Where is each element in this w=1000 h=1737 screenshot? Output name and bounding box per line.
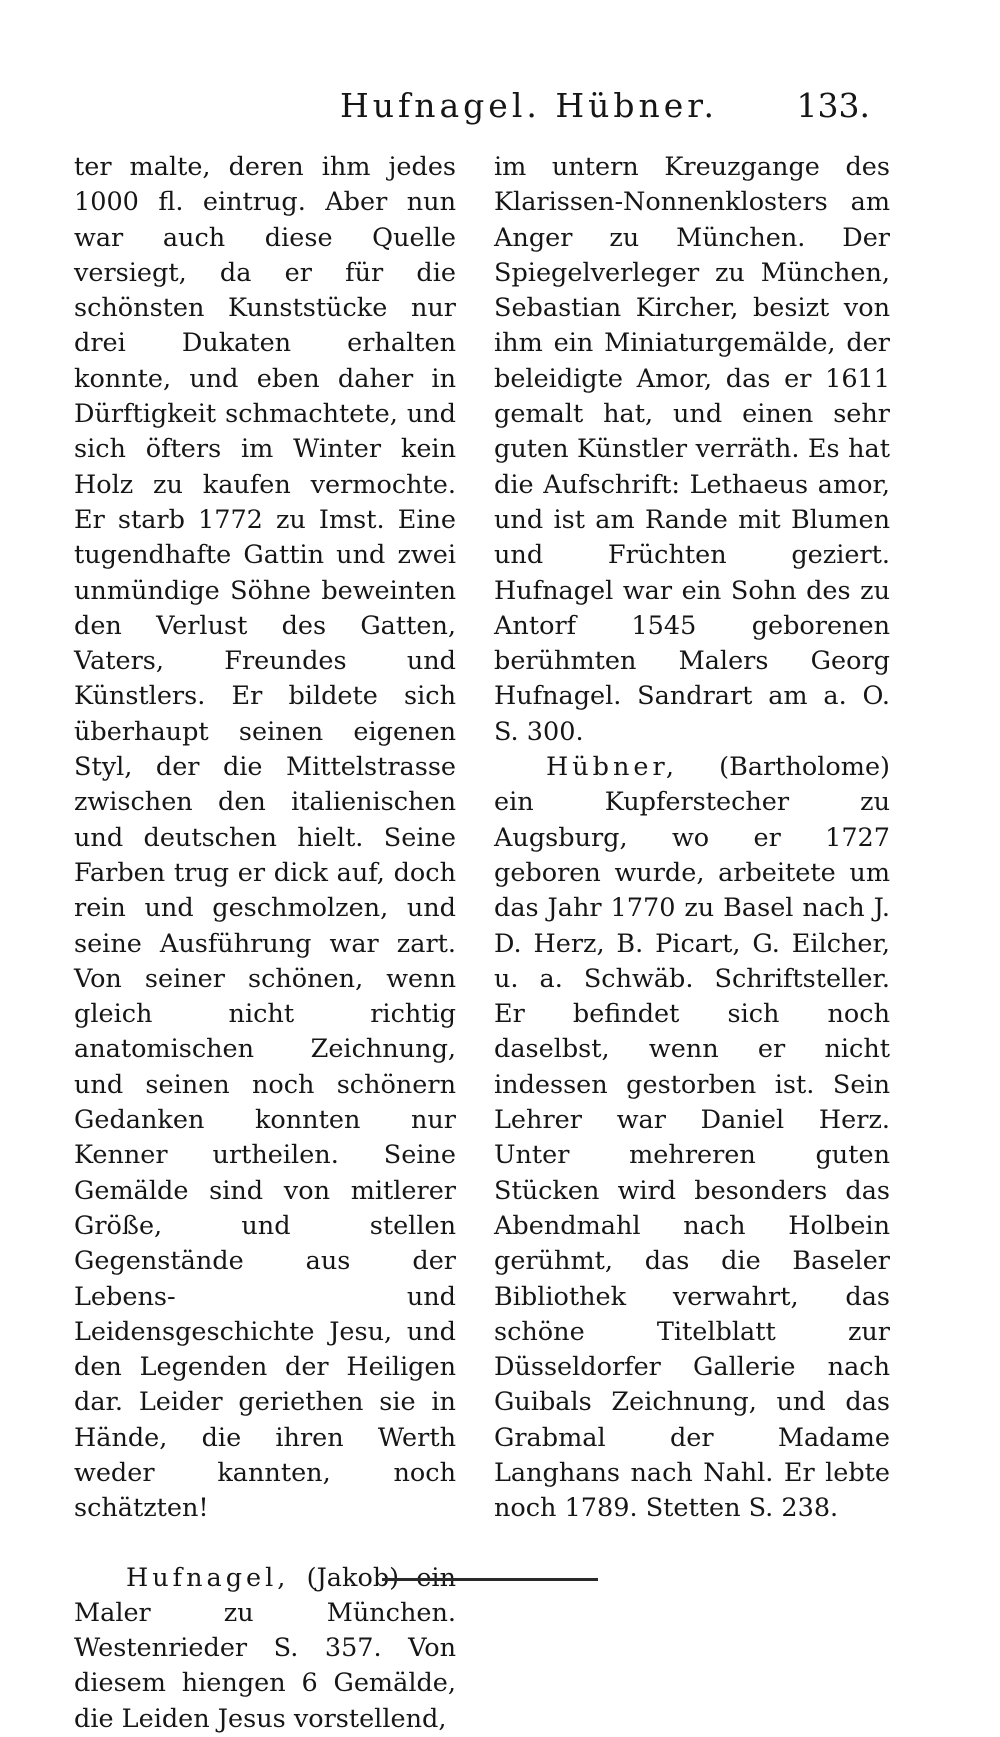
right-paragraph-continuation: im untern Kreuzgange des Klarissen-Nonnenklosters am Anger zu München. Der Spiegelverleger zu München, Sebastian Kircher, besizt von ihm ein Miniaturgemälde, der beleidigte Amor, das er 1611 gemalt hat, und einen sehr guten Künstler verräth. Es hat die Aufschrift: Lethaeus amor, und ist am Rande mit Blumen und Früchten geziert. Hufnagel war ein Sohn des zu Antorf 1545 geborenen berühmten Malers Georg Hufnagel. Sandrart am a. O. S. 300. <box>494 152 890 747</box>
right-column <box>494 150 890 1527</box>
page-number: 133. <box>796 86 870 125</box>
entry-hufnagel-jakob <box>74 1561 456 1737</box>
left-column <box>74 150 456 1737</box>
end-rule <box>382 1578 598 1581</box>
entry-headword: Hübner, <box>546 752 678 783</box>
entry-text: (Jakob) ein Maler zu München. Westenrieder S. 357. Von diesem hiengen 6 Gemälde, die Leiden Jesus vorstellend, <box>74 1562 456 1734</box>
running-head <box>340 86 870 132</box>
entry-huebner-bartholome <box>494 750 890 1527</box>
entry-headword: Hufnagel, <box>126 1562 290 1593</box>
entry-text: (Bartholome) ein Kupferstecher zu Augsburg, wo er 1727 geboren wurde, arbeitete um das Jahr 1770 zu Basel nach J. D. Herz, B. Picart, G. Eilcher, u. a. Schwäb. Schriftsteller. Er befindet sich noch daselbst, wenn er nicht indessen gestorben ist. Sein Lehrer war Daniel Herz. Unter mehreren guten Stücken wird besonders das Abendmahl nach Holbein gerühmt, das die Baseler Bibliothek verwahrt, das schöne Titelblatt zur Düsseldorfer Gallerie nach Guibals Zeichnung, und das Grabmal der Madame Langhans nach Nahl. Er lebte noch 1789. Stetten S. 238. <box>494 752 890 1524</box>
left-paragraph-continuation: ter malte, deren ihm jedes 1000 fl. eintrug. Aber nun war auch diese Quelle versiegt, da er für die schönsten Kunststücke nur drei Dukaten erhalten konnte, und eben daher in Dürftigkeit schmachtete, und sich öfters im Winter kein Holz zu kaufen vermochte. Er starb 1772 zu Imst. Eine tugendhafte Gattin und zwei unmündige Söhne beweinten den Verlust des Gatten, Vaters, Freundes und Künstlers. Er bildete sich überhaupt seinen eigenen Styl, der die Mittelstrasse zwischen den italienischen und deutschen hielt. Seine Farben trug er dick auf, doch rein und geschmolzen, und seine Ausführung war zart. Von seiner schönen, wenn gleich nicht richtig anatomischen Zeichnung, und seinen noch schönern Gedanken konnten nur Kenner urtheilen. Seine Gemälde sind von mitlerer Größe, und stellen Gegenstände aus der Lebens- und Leidensgeschichte Jesu, und den Legenden der Heiligen dar. Leider geriethen sie in Hände, die ihren Werth weder kannten, noch schätzten! <box>74 152 456 1524</box>
running-title: Hufnagel. Hübner. <box>340 86 718 125</box>
